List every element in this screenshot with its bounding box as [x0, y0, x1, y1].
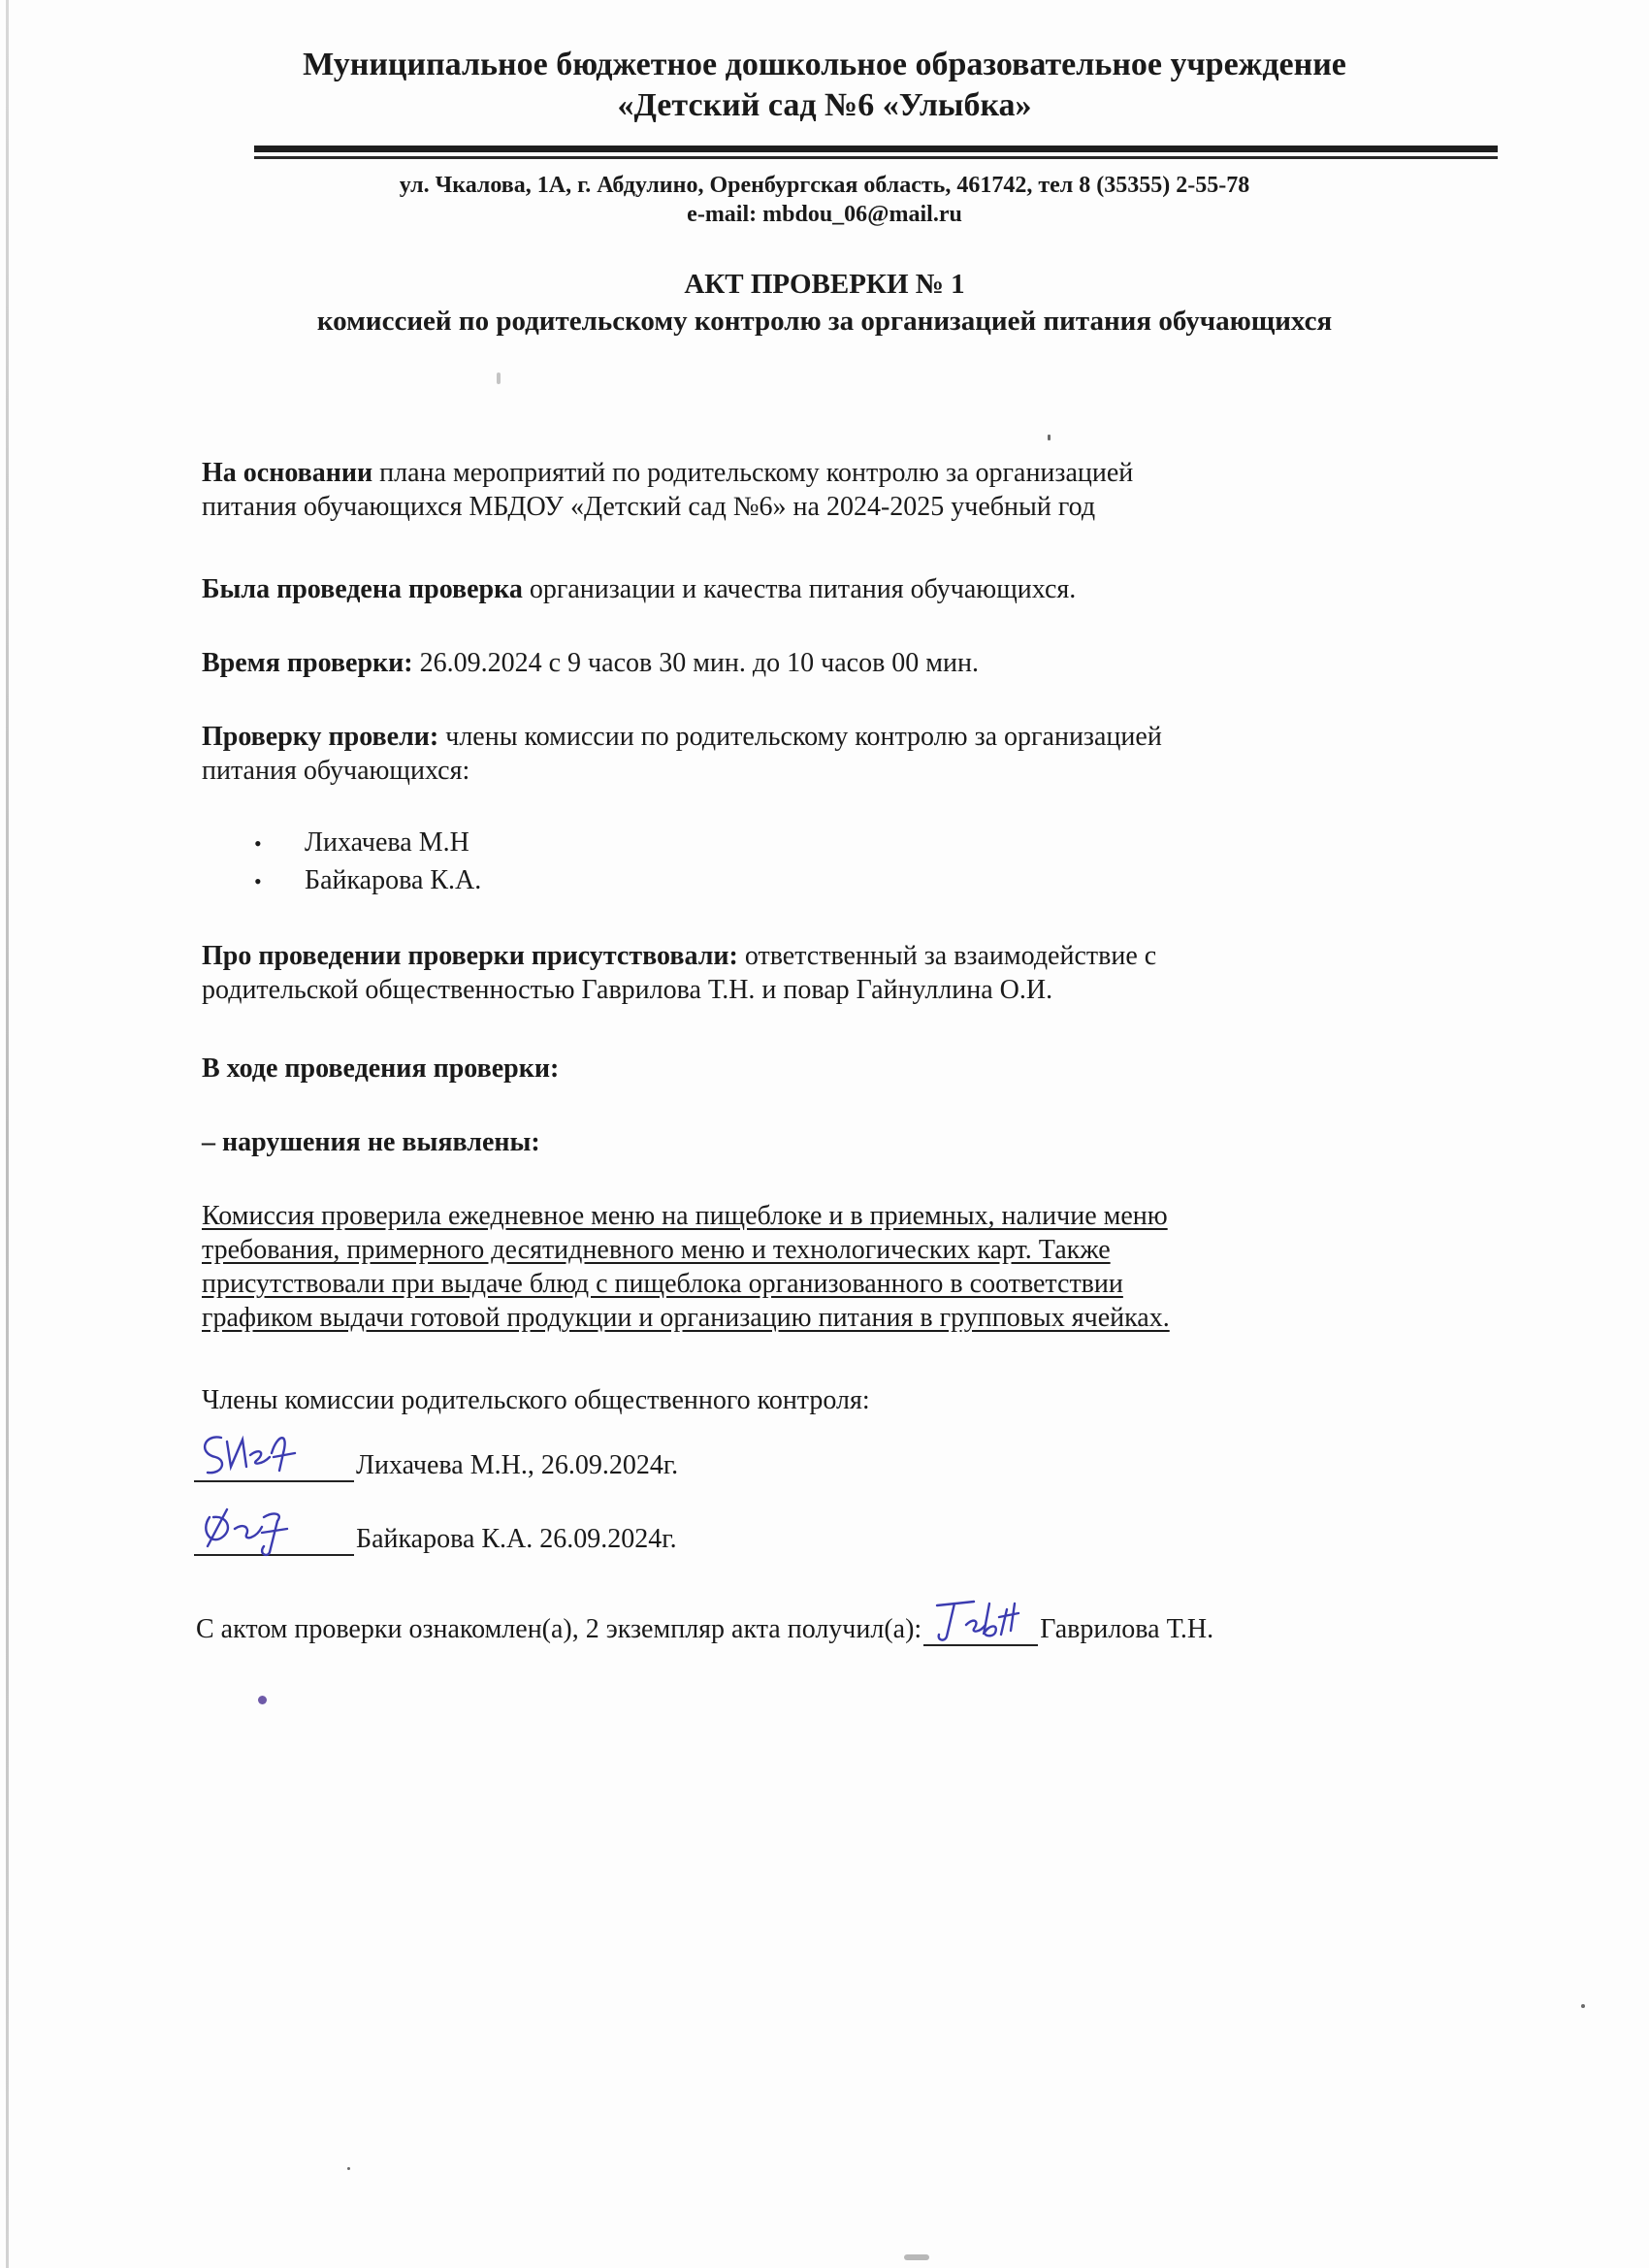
organization-address [0, 171, 1649, 229]
scan-speck [497, 373, 501, 384]
inspectors-list [254, 825, 481, 900]
list-item-text: Байкарова К.А. [305, 865, 482, 895]
acknowledgement-name: Гаврилова Т.Н. [1040, 1614, 1214, 1644]
check-time-lead: Время проверки: [202, 648, 413, 678]
header-rule-thick [254, 146, 1498, 152]
basis-lead: На основании [202, 458, 373, 488]
organization-name [0, 45, 1649, 126]
act-title: АКТ ПРОВЕРКИ № 1 [684, 269, 965, 300]
findings-line: Комиссия проверила ежедневное меню на пищеблоке и в приемных, наличие меню [202, 1201, 1168, 1231]
result-line [202, 1125, 1405, 1159]
handwritten-signature-icon [918, 1592, 1044, 1650]
organization-name-line2: «Детский сад №6 «Улыбка» [617, 87, 1032, 123]
act-heading [0, 266, 1649, 340]
signature-line [194, 1515, 354, 1556]
signatures-intro-text: Члены комиссии родительского общественного контроля: [202, 1385, 870, 1415]
scan-speck [904, 2254, 929, 2260]
scan-speck [258, 1696, 267, 1704]
inspectors-line2: питания обучающихся: [202, 756, 470, 786]
header-rule-thin [254, 156, 1498, 159]
check-done-text: организации и качества питания обучающихся. [522, 574, 1077, 604]
list-item [254, 862, 481, 900]
address-line: ул. Чкалова, 1А, г. Абдулино, Оренбургская область, 461742, тел 8 (35355) 2-55-78 [399, 173, 1250, 198]
findings-line: присутствовали при выдаче блюд с пищеблока организованного в соответствии [202, 1269, 1123, 1299]
inspectors-lead: Проверку провели: [202, 722, 439, 752]
bullet-icon: • [254, 831, 262, 856]
handwritten-signature-icon [194, 1498, 310, 1558]
scan-speck [347, 2167, 350, 2170]
present-paragraph [202, 939, 1405, 1007]
present-lead: Про проведении проверки присутствовали: [202, 941, 738, 971]
signatures-intro [202, 1383, 1405, 1417]
present-line2: родительской общественностью Гаврилова Т.Н. и повар Гайнуллина О.И. [202, 975, 1053, 1005]
scan-speck [1581, 2004, 1585, 2008]
act-subtitle: комиссией по родительскому контролю за организацией питания обучающихся [316, 306, 1333, 337]
acknowledgement-text: С актом проверки ознакомлен(а), 2 экземпляр акта получил(а): [196, 1614, 922, 1644]
basis-line2: питания обучающихся МБДОУ «Детский сад №6» на 2024-2025 учебный год [202, 492, 1096, 522]
findings-line: графиком выдачи готовой продукции и организацию питания в групповых ячейках. [202, 1303, 1170, 1333]
signature-2-name: Байкарова К.А. 26.09.2024г. [356, 1524, 677, 1554]
during-heading-text: В ходе проведения проверки: [202, 1053, 560, 1084]
acknowledgement-row [196, 1612, 1213, 1646]
check-done-lead: Была проведена проверка [202, 574, 523, 604]
handwritten-signature-icon [194, 1424, 310, 1484]
signature-1-name: Лихачева М.Н., 26.09.2024г. [356, 1450, 679, 1480]
during-heading [202, 1052, 1405, 1085]
result-text: – нарушения не выявлены: [202, 1127, 540, 1157]
bullet-icon: • [254, 869, 262, 893]
inspectors-paragraph [202, 720, 1405, 788]
basis-line1: плана мероприятий по родительскому контролю за организацией [372, 458, 1134, 488]
present-line1: ответственный за взаимодействие с [737, 941, 1157, 971]
findings-line: требования, примерного десятидневного меню и технологических карт. Также [202, 1235, 1111, 1265]
check-done-paragraph [202, 572, 1405, 606]
signature-line [194, 1442, 354, 1482]
scan-speck [1048, 435, 1051, 440]
inspectors-line1: члены комиссии по родительскому контролю за организацией [438, 722, 1162, 752]
organization-name-line1: Муниципальное бюджетное дошкольное образовательное учреждение [303, 47, 1346, 82]
check-time-text: 26.09.2024 с 9 часов 30 мин. до 10 часов 00 мин. [412, 648, 979, 678]
list-item-text: Лихачева М.Н [305, 827, 469, 858]
signature-row-2 [194, 1515, 677, 1556]
list-item [254, 825, 481, 862]
findings-paragraph [202, 1199, 1405, 1335]
check-time-paragraph [202, 646, 1405, 680]
acknowledgement-signature-line [923, 1615, 1038, 1646]
scan-edge-shadow [6, 0, 9, 2268]
basis-paragraph [202, 456, 1405, 524]
email-line: e-mail: mbdou_06@mail.ru [687, 202, 962, 227]
signature-row-1 [194, 1442, 678, 1482]
